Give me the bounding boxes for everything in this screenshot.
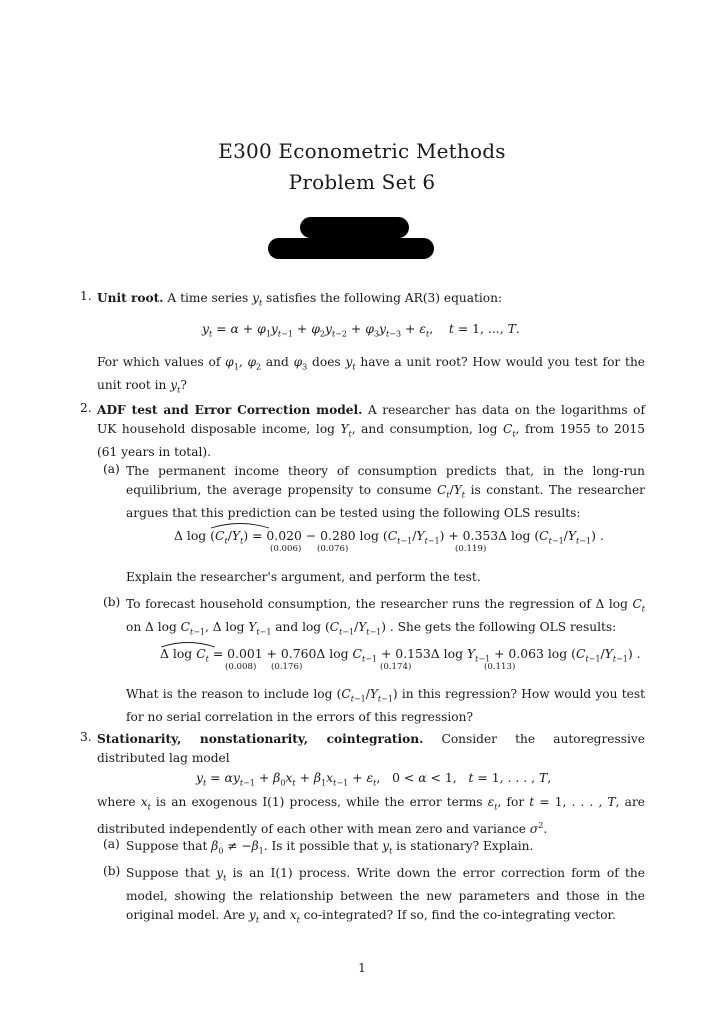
q3a-text: Suppose that $\beta_0 \ne -\beta_1$. Is it possible that $y_t$ is stationary? Explain. — [126, 839, 534, 856]
q2b-se-1: (0.008) — [225, 662, 257, 672]
q2b-hat-accent — [160, 640, 216, 648]
q2-intro — [97, 401, 645, 462]
q3a-label: (a) — [103, 837, 120, 851]
q1-number: 1. — [80, 289, 92, 303]
q2b-question: What is the reason to include $\log (C_{t-1}/Y_{t-1})$ in this regression? How would you test for no serial correlation in the errors of this regression? — [126, 687, 645, 725]
q3-title: Stationarity, nonstationarity, cointegration. — [97, 732, 424, 746]
course-title: E300 Econometric Methods — [218, 139, 506, 163]
q2-intro-text: A researcher has data on the logarithms of UK household disposable income, $\log Y_t$, and consumption, $\log C_t$, from 1955 to 2015 (61 years in total). — [97, 403, 646, 460]
q2a-hat-accent — [210, 521, 270, 529]
q2-number: 2. — [80, 401, 92, 415]
q2a-question: Explain the researcher's argument, and perform the test. — [126, 570, 481, 584]
q3-equation: $y_t = \alpha y_{t-1} + \beta_0x_t + \beta_1x_{t-1} + \varepsilon_t$, 0 < α < 1, t = 1, . . . , T, — [196, 770, 552, 788]
q1-intro — [97, 289, 645, 312]
q3b-text: Suppose that $y_t$ is an I(1) process. Write down the error correction form of the model, showing the relationship between the new parameters and those in the original model. Are $y_t$ and $x_t$ co-integrated? If so, find the co-integrating vector. — [126, 866, 645, 925]
q1-equation: $y_t = \alpha + \varphi_1y_{t-1} + \varphi_2y_{t-2} + \varphi_3y_{t-3} + \varepsilon_t$, t = 1, ..., T. — [202, 321, 520, 339]
q2-title: ADF test and Error Correction model. — [97, 403, 363, 417]
q2a-se-1: (0.006) — [270, 544, 302, 554]
q3-intro — [97, 730, 645, 768]
q2a-se-3: (0.119) — [455, 544, 487, 554]
q3-text: where $x_t$ is an exogenous I(1) process, while the error terms $\varepsilon_t$, for t = 1, . . . , T, are distributed independently of each other with mean zero and variance $\sigma^2$. — [97, 795, 645, 837]
redacted-name-block — [300, 217, 409, 238]
q1-intro-text: A time series $y_t$ satisfies the following AR(3) equation: — [167, 291, 503, 308]
q2a-label: (a) — [103, 462, 120, 476]
q2a-equation: Δ $\log (C_t/Y_t) = 0.020 - 0.280$ $\log (C_{t-1}/Y_{t-1}) + 0.353\Delta$ $\log (C_{t-1}/Y_{t-1})$ . — [174, 528, 604, 546]
q2b-se-4: (0.113) — [484, 662, 516, 672]
q2b-label: (b) — [103, 595, 121, 609]
q2b-se-3: (0.174) — [380, 662, 412, 672]
q3-intro-text: Consider the autoregressive distributed lag model — [97, 732, 646, 765]
q2a-text: The permanent income theory of consumption predicts that, in the long-run equilibrium, the average propensity to consume $C_t/Y_t$ is constant. The researcher argues that this prediction can be tested using the following OLS results: — [126, 464, 645, 521]
q1-question: For which values of $\varphi_1$, $\varphi_2$ and $\varphi_3$ does $y_t$ have a unit root? How would you test for the unit root in $y_t$? — [97, 355, 646, 395]
q2a-se-2: (0.076) — [317, 544, 349, 554]
page-number: 1 — [358, 961, 366, 975]
q2b-text: To forecast household consumption, the researcher runs the regression of Δ $\log C_t$ on Δ $\log C_{t-1}$, Δ $\log Y_{t-1}$ and $\log (C_{t-1}/Y_{t-1})$ . She gets the following OLS results: — [126, 597, 645, 637]
problem-set-subtitle: Problem Set 6 — [288, 170, 436, 194]
q2b-se-2: (0.176) — [271, 662, 303, 672]
q3b-label: (b) — [103, 864, 121, 878]
q1-title: Unit root. — [97, 291, 164, 305]
q2b-equation: Δ $\log C_t = 0.001 + 0.760\Delta$ $\log C_{t-1} + 0.153\Delta$ $\log Y_{t-1} + 0.063$ $\log (C_{t-1}/Y_{t-1})$ . — [160, 646, 641, 664]
redacted-id-block — [268, 238, 434, 259]
q3-number: 3. — [80, 730, 92, 744]
